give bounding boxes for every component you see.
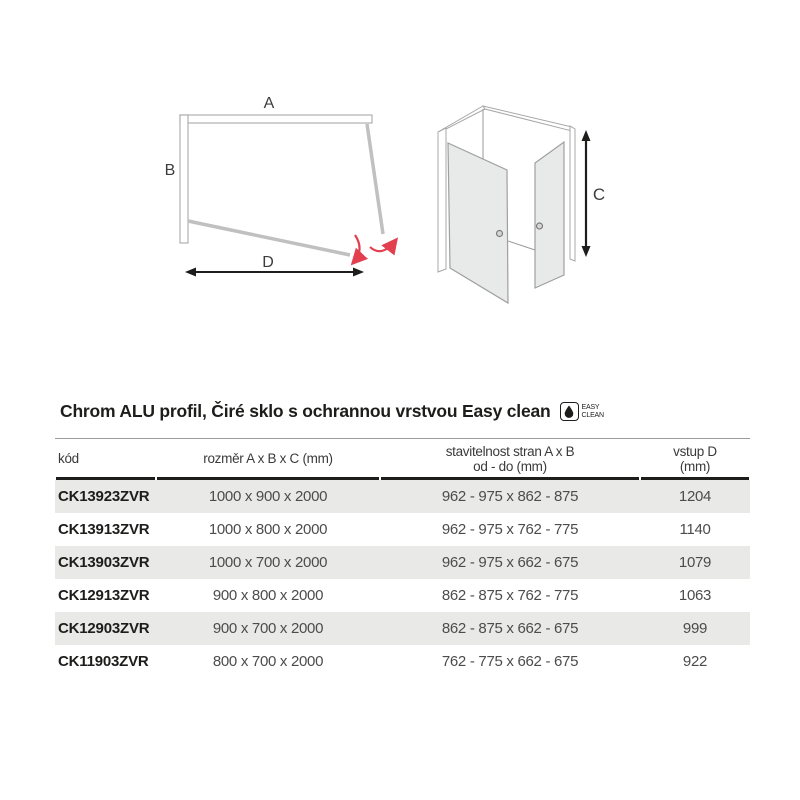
table-row [55, 612, 750, 645]
cell-rozmer: 900 x 700 x 2000 [156, 612, 380, 645]
tray-edge [508, 241, 535, 250]
column-header-kod: kód [55, 439, 156, 481]
droplet-icon [564, 405, 574, 418]
cell-stavitelnost: 962 - 975 x 862 - 875 [380, 480, 640, 513]
cell-rozmer: 1000 x 800 x 2000 [208, 521, 328, 538]
cell-vstup: 999 [640, 612, 750, 645]
table-row [55, 546, 750, 579]
dimension-c-arrowhead-top [582, 130, 591, 141]
iso-view-diagram [415, 85, 645, 315]
cell-stavitelnost: 962 - 975 x 762 - 775 [441, 521, 579, 538]
dimension-label-b: B [164, 162, 176, 179]
cell-kod: CK12913ZVR [58, 587, 150, 604]
door-knob-right [537, 223, 543, 229]
easy-clean-label [582, 404, 604, 419]
table-row [55, 513, 750, 546]
plan-view-diagram [158, 88, 420, 293]
cell-kod: CK13923ZVR [55, 480, 156, 513]
column-header-vstup-line1: vstup D [673, 444, 717, 459]
dimension-d-arrowhead-right [353, 268, 364, 277]
table-row [55, 645, 750, 678]
cell-stavitelnost: 862 - 875 x 762 - 775 [441, 587, 579, 604]
cell-vstup: 1204 [640, 480, 750, 513]
cell-rozmer: 1000 x 700 x 2000 [156, 546, 380, 579]
dimension-d-arrowhead-left [185, 268, 196, 277]
door-panel-right [367, 124, 383, 234]
dimension-label-a: A [263, 95, 275, 112]
cell-stavitelnost: 762 - 775 x 662 - 675 [441, 653, 579, 670]
easy-clean-label-line2: CLEAN [581, 411, 604, 419]
wall-edge-strip-right [570, 126, 575, 261]
door-panel-left [188, 221, 350, 255]
table-row [55, 480, 750, 513]
spec-table [55, 438, 750, 678]
cell-rozmer: 900 x 800 x 2000 [212, 587, 324, 604]
wall-a-profile [180, 115, 372, 123]
wall-b-profile [180, 115, 188, 243]
column-header-stavitelnost-line1: stavitelnost stran A x B [445, 444, 575, 459]
easy-clean-badge [560, 402, 604, 421]
table-row [55, 579, 750, 612]
cell-stavitelnost: 962 - 975 x 662 - 675 [380, 546, 640, 579]
cell-vstup: 922 [682, 653, 708, 670]
wall-edge-strip-left [438, 128, 446, 272]
door-knob-left [497, 231, 503, 237]
page-title: Chrom ALU profil, Čiré sklo s ochrannou vrstvou Easy clean [60, 401, 551, 421]
cell-kod: CK13903ZVR [55, 546, 156, 579]
title-row [60, 401, 604, 422]
cell-rozmer: 800 x 700 x 2000 [212, 653, 324, 670]
glass-door-left [448, 143, 508, 303]
table-header-row [55, 439, 750, 481]
cell-stavitelnost: 862 - 875 x 662 - 675 [380, 612, 640, 645]
column-header-vstup-line2: (mm) [679, 458, 711, 474]
column-header-vstup [640, 439, 750, 481]
column-header-stavitelnost [380, 439, 640, 481]
dimension-c-arrowhead-bottom [582, 246, 591, 257]
easy-clean-box [560, 402, 579, 421]
door-swing-arrow-left [353, 235, 360, 263]
cell-rozmer: 1000 x 900 x 2000 [156, 480, 380, 513]
dimension-label-d: D [262, 254, 274, 271]
cell-vstup: 1063 [678, 587, 712, 604]
cell-vstup: 1140 [679, 521, 711, 538]
glass-door-right [535, 142, 564, 288]
wall-top-edge-right [483, 106, 572, 131]
cell-kod: CK13913ZVR [58, 521, 150, 538]
column-header-stavitelnost-line2: od - do (mm) [473, 458, 547, 474]
cell-kod: CK12903ZVR [55, 612, 156, 645]
column-header-rozmer: rozměr A x B x C (mm) [156, 439, 380, 481]
cell-kod: CK11903ZVR [58, 653, 149, 670]
door-swing-arrow-right [370, 240, 396, 251]
cell-vstup: 1079 [640, 546, 750, 579]
easy-clean-label-line1: EASY [581, 404, 600, 411]
dimension-label-c: C [592, 185, 606, 204]
